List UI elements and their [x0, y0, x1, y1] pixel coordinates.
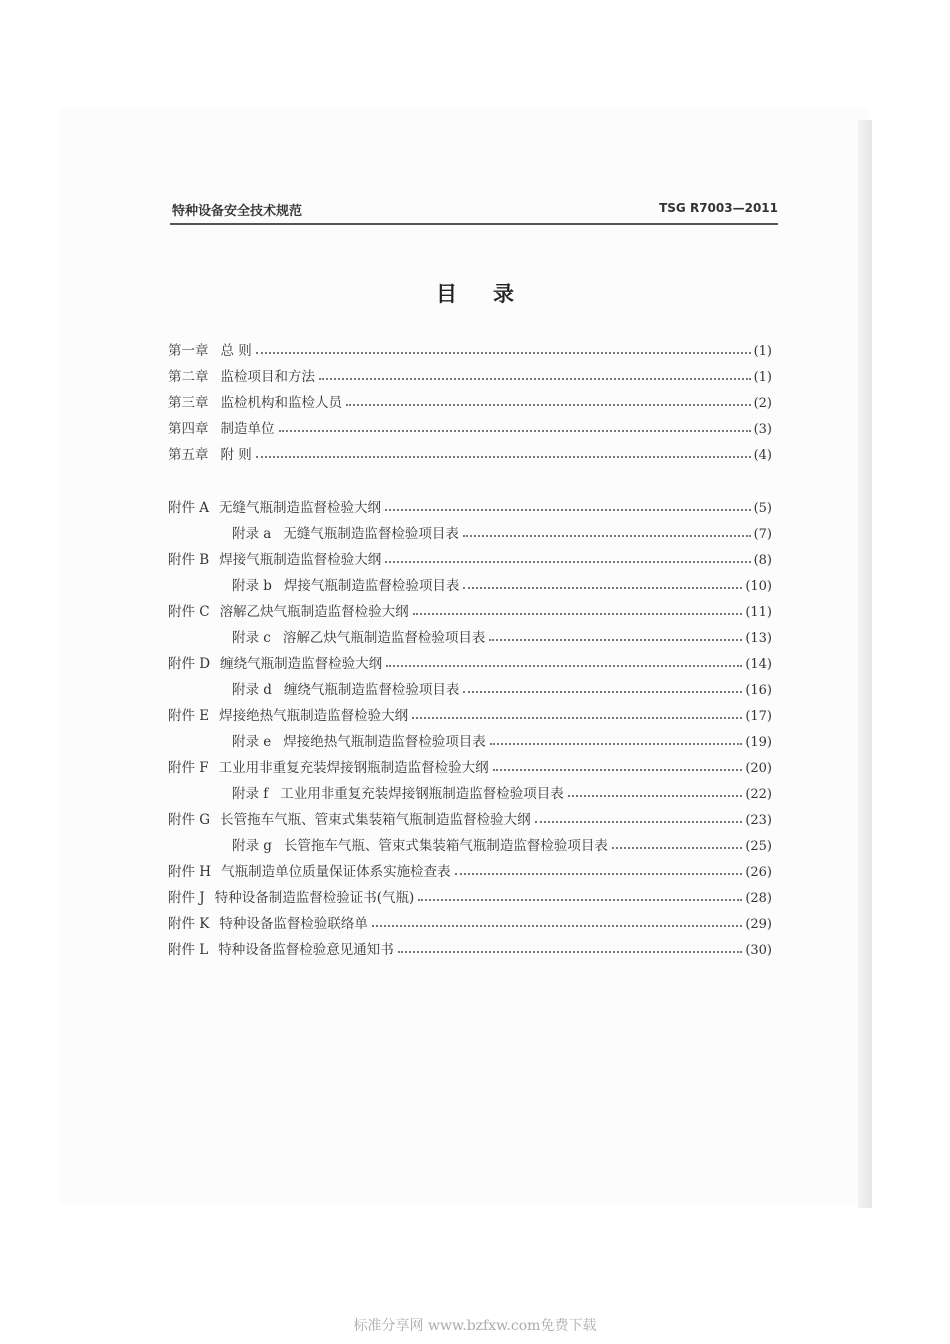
toc-entry[interactable]: [168, 546, 772, 568]
toc-entry[interactable]: [168, 363, 772, 385]
toc-entry-leader: [463, 535, 751, 537]
toc-entry-leader: [256, 352, 751, 354]
toc-entry-label: 附件 L: [168, 942, 209, 958]
toc-entry-leader: [346, 404, 751, 406]
toc-entry[interactable]: [232, 624, 772, 646]
toc-entry[interactable]: [168, 806, 772, 828]
toc-entry[interactable]: [168, 650, 772, 672]
toc-entry-page: (25): [745, 839, 772, 854]
toc-entry-label: 附录 g: [232, 838, 272, 854]
toc-entry-page: (26): [745, 865, 772, 880]
toc-entry-leader: [535, 821, 743, 823]
toc-entry-label: 第三章: [168, 395, 209, 411]
toc-entry-title: 无缝气瓶制造监督检验大纲: [219, 500, 382, 516]
toc-entry-label: 附件 D: [168, 656, 211, 672]
toc-entry-label: 附件 F: [168, 760, 209, 776]
toc-entry-leader: [612, 847, 742, 849]
toc-entry-leader: [372, 925, 742, 927]
toc-entry-leader: [568, 795, 743, 797]
toc-entry[interactable]: [232, 780, 772, 802]
toc-entry-page: (2): [753, 396, 772, 411]
toc-entry-title: 工业用非重复充装焊接钢瓶制造监督检验大纲: [218, 760, 489, 776]
toc-entry-page: (28): [745, 891, 772, 906]
toc-entry-label: 第五章: [168, 447, 209, 463]
toc-entry-leader: [463, 587, 742, 589]
toc-entry-title: 溶解乙炔气瓶制造监督检验项目表: [282, 630, 486, 646]
toc-entry-label: 附录 d: [232, 682, 272, 698]
toc-entry[interactable]: [168, 910, 772, 932]
toc-entry-title: 焊接绝热气瓶制造监督检验项目表: [283, 734, 486, 750]
toc-entry-page: (23): [745, 813, 772, 828]
toc-entry-title: 特种设备制造监督检验证书(气瓶): [214, 890, 415, 906]
toc-entry[interactable]: [232, 520, 772, 542]
toc-entry-page: (1): [753, 370, 772, 385]
toc-entry-leader: [319, 378, 751, 380]
toc-entry[interactable]: [168, 858, 772, 880]
toc-entry-page: (10): [745, 579, 772, 594]
toc-entry-label: 附件 A: [168, 500, 210, 516]
toc-entry-title: 焊接气瓶制造监督检验项目表: [283, 578, 460, 594]
toc-entry-label: 附件 G: [168, 812, 211, 828]
toc-entry-leader: [412, 717, 742, 719]
toc-entry-label: 附录 f: [232, 786, 269, 802]
toc-entry-page: (7): [753, 527, 772, 542]
toc-entry-label: 附录 b: [232, 578, 272, 594]
toc-entry-title: 总 则: [220, 343, 252, 359]
toc-entry[interactable]: [168, 936, 772, 958]
toc-entry[interactable]: [168, 337, 772, 359]
toc-entry-page: (11): [745, 605, 772, 620]
toc-entry-label: 附件 B: [168, 552, 210, 568]
toc-entry-page: (30): [745, 943, 772, 958]
toc-entry-leader: [385, 509, 751, 511]
toc-entry-leader: [398, 951, 743, 953]
toc-entry-label: 附件 H: [168, 864, 212, 880]
toc-entry-page: (3): [753, 422, 772, 437]
toc-entry-label: 附件 J: [168, 890, 205, 906]
toc-entry-title: 监检项目和方法: [220, 369, 315, 385]
toc-entry-page: (5): [753, 501, 772, 516]
toc-entry-page: (13): [745, 631, 772, 646]
toc-entry[interactable]: [168, 441, 772, 463]
toc-entry-leader: [279, 430, 751, 432]
toc-entry-leader: [490, 743, 743, 745]
footer-watermark: 标准分享网 www.bzfxw.com免费下载: [353, 1318, 597, 1334]
toc-entry[interactable]: [168, 702, 772, 724]
toc-entry-page: (1): [753, 344, 772, 359]
toc-entry[interactable]: [232, 832, 772, 854]
toc-entry-title: 附 则: [220, 447, 252, 463]
toc-entry-page: (20): [745, 761, 772, 776]
toc-entry[interactable]: [168, 415, 772, 437]
header-standard-category: 特种设备安全技术规范: [172, 204, 303, 219]
toc-entry-label: 附件 K: [168, 916, 210, 932]
toc-entry[interactable]: [168, 494, 772, 516]
toc-entry-leader: [489, 639, 742, 641]
toc-entry[interactable]: [168, 598, 772, 620]
toc-entry-label: 附录 e: [232, 734, 272, 750]
toc-entry-title: 溶解乙炔气瓶制造监督检验大纲: [219, 604, 409, 620]
toc-entry-leader: [385, 561, 750, 563]
toc-entry-label: 附录 a: [232, 526, 272, 542]
toc-entry-title: 特种设备监督检验联络单: [219, 916, 368, 932]
toc-entry-page: (22): [745, 787, 772, 802]
toc-entry[interactable]: [168, 389, 772, 411]
toc-entry-title: 工业用非重复充装焊接钢瓶制造监督检验项目表: [280, 786, 564, 802]
toc-entry-title: 焊接绝热气瓶制造监督检验大纲: [219, 708, 409, 724]
toc-entry-title: 缠绕气瓶制造监督检验项目表: [283, 682, 460, 698]
toc-entry-label: 第四章: [168, 421, 209, 437]
toc-entry[interactable]: [168, 884, 772, 906]
toc-entry-label: 附件 C: [168, 604, 210, 620]
toc-entry-page: (8): [753, 553, 772, 568]
toc-entry-label: 附录 c: [232, 630, 271, 646]
toc-entry-label: 第一章: [168, 343, 209, 359]
toc-entry-page: (19): [745, 735, 772, 750]
header-standard-code: TSG R7003—2011: [659, 201, 778, 215]
toc-entry[interactable]: [232, 572, 772, 594]
toc-entry-page: (17): [745, 709, 772, 724]
toc-entry-page: (14): [745, 657, 772, 672]
toc-title: 目录: [436, 282, 550, 306]
toc-entry-leader: [256, 456, 751, 458]
toc-entry-label: 第二章: [168, 369, 209, 385]
toc-entry-page: (4): [753, 448, 772, 463]
toc-entry-title: 无缝气瓶制造监督检验项目表: [283, 526, 459, 542]
toc-entry-leader: [455, 873, 743, 875]
toc-entry[interactable]: [232, 676, 772, 698]
toc-entry-title: 气瓶制造单位质量保证体系实施检查表: [221, 864, 451, 880]
toc-entry-leader: [386, 665, 742, 667]
toc-entry-title: 特种设备监督检验意见通知书: [218, 942, 394, 958]
toc-entry-title: 制造单位: [220, 421, 275, 437]
toc-entry-title: 长管拖车气瓶、管束式集装箱气瓶制造监督检验项目表: [283, 838, 608, 854]
toc-entry[interactable]: [168, 754, 772, 776]
toc-entry-page: (16): [745, 683, 772, 698]
toc-entry-leader: [463, 691, 742, 693]
toc-entry-leader: [413, 613, 743, 615]
toc-entry-title: 焊接气瓶制造监督检验大纲: [219, 552, 382, 568]
toc-entry-title: 缠绕气瓶制造监督检验大纲: [220, 656, 383, 672]
toc-entry-title: 长管拖车气瓶、管束式集装箱气瓶制造监督检验大纲: [220, 812, 531, 828]
toc-entry-leader: [493, 769, 743, 771]
toc-entry-title: 监检机构和监检人员: [220, 395, 342, 411]
toc-entry-leader: [418, 899, 742, 901]
toc-entry-page: (29): [745, 917, 772, 932]
toc-entry[interactable]: [232, 728, 772, 750]
toc-entry-label: 附件 E: [168, 708, 210, 724]
